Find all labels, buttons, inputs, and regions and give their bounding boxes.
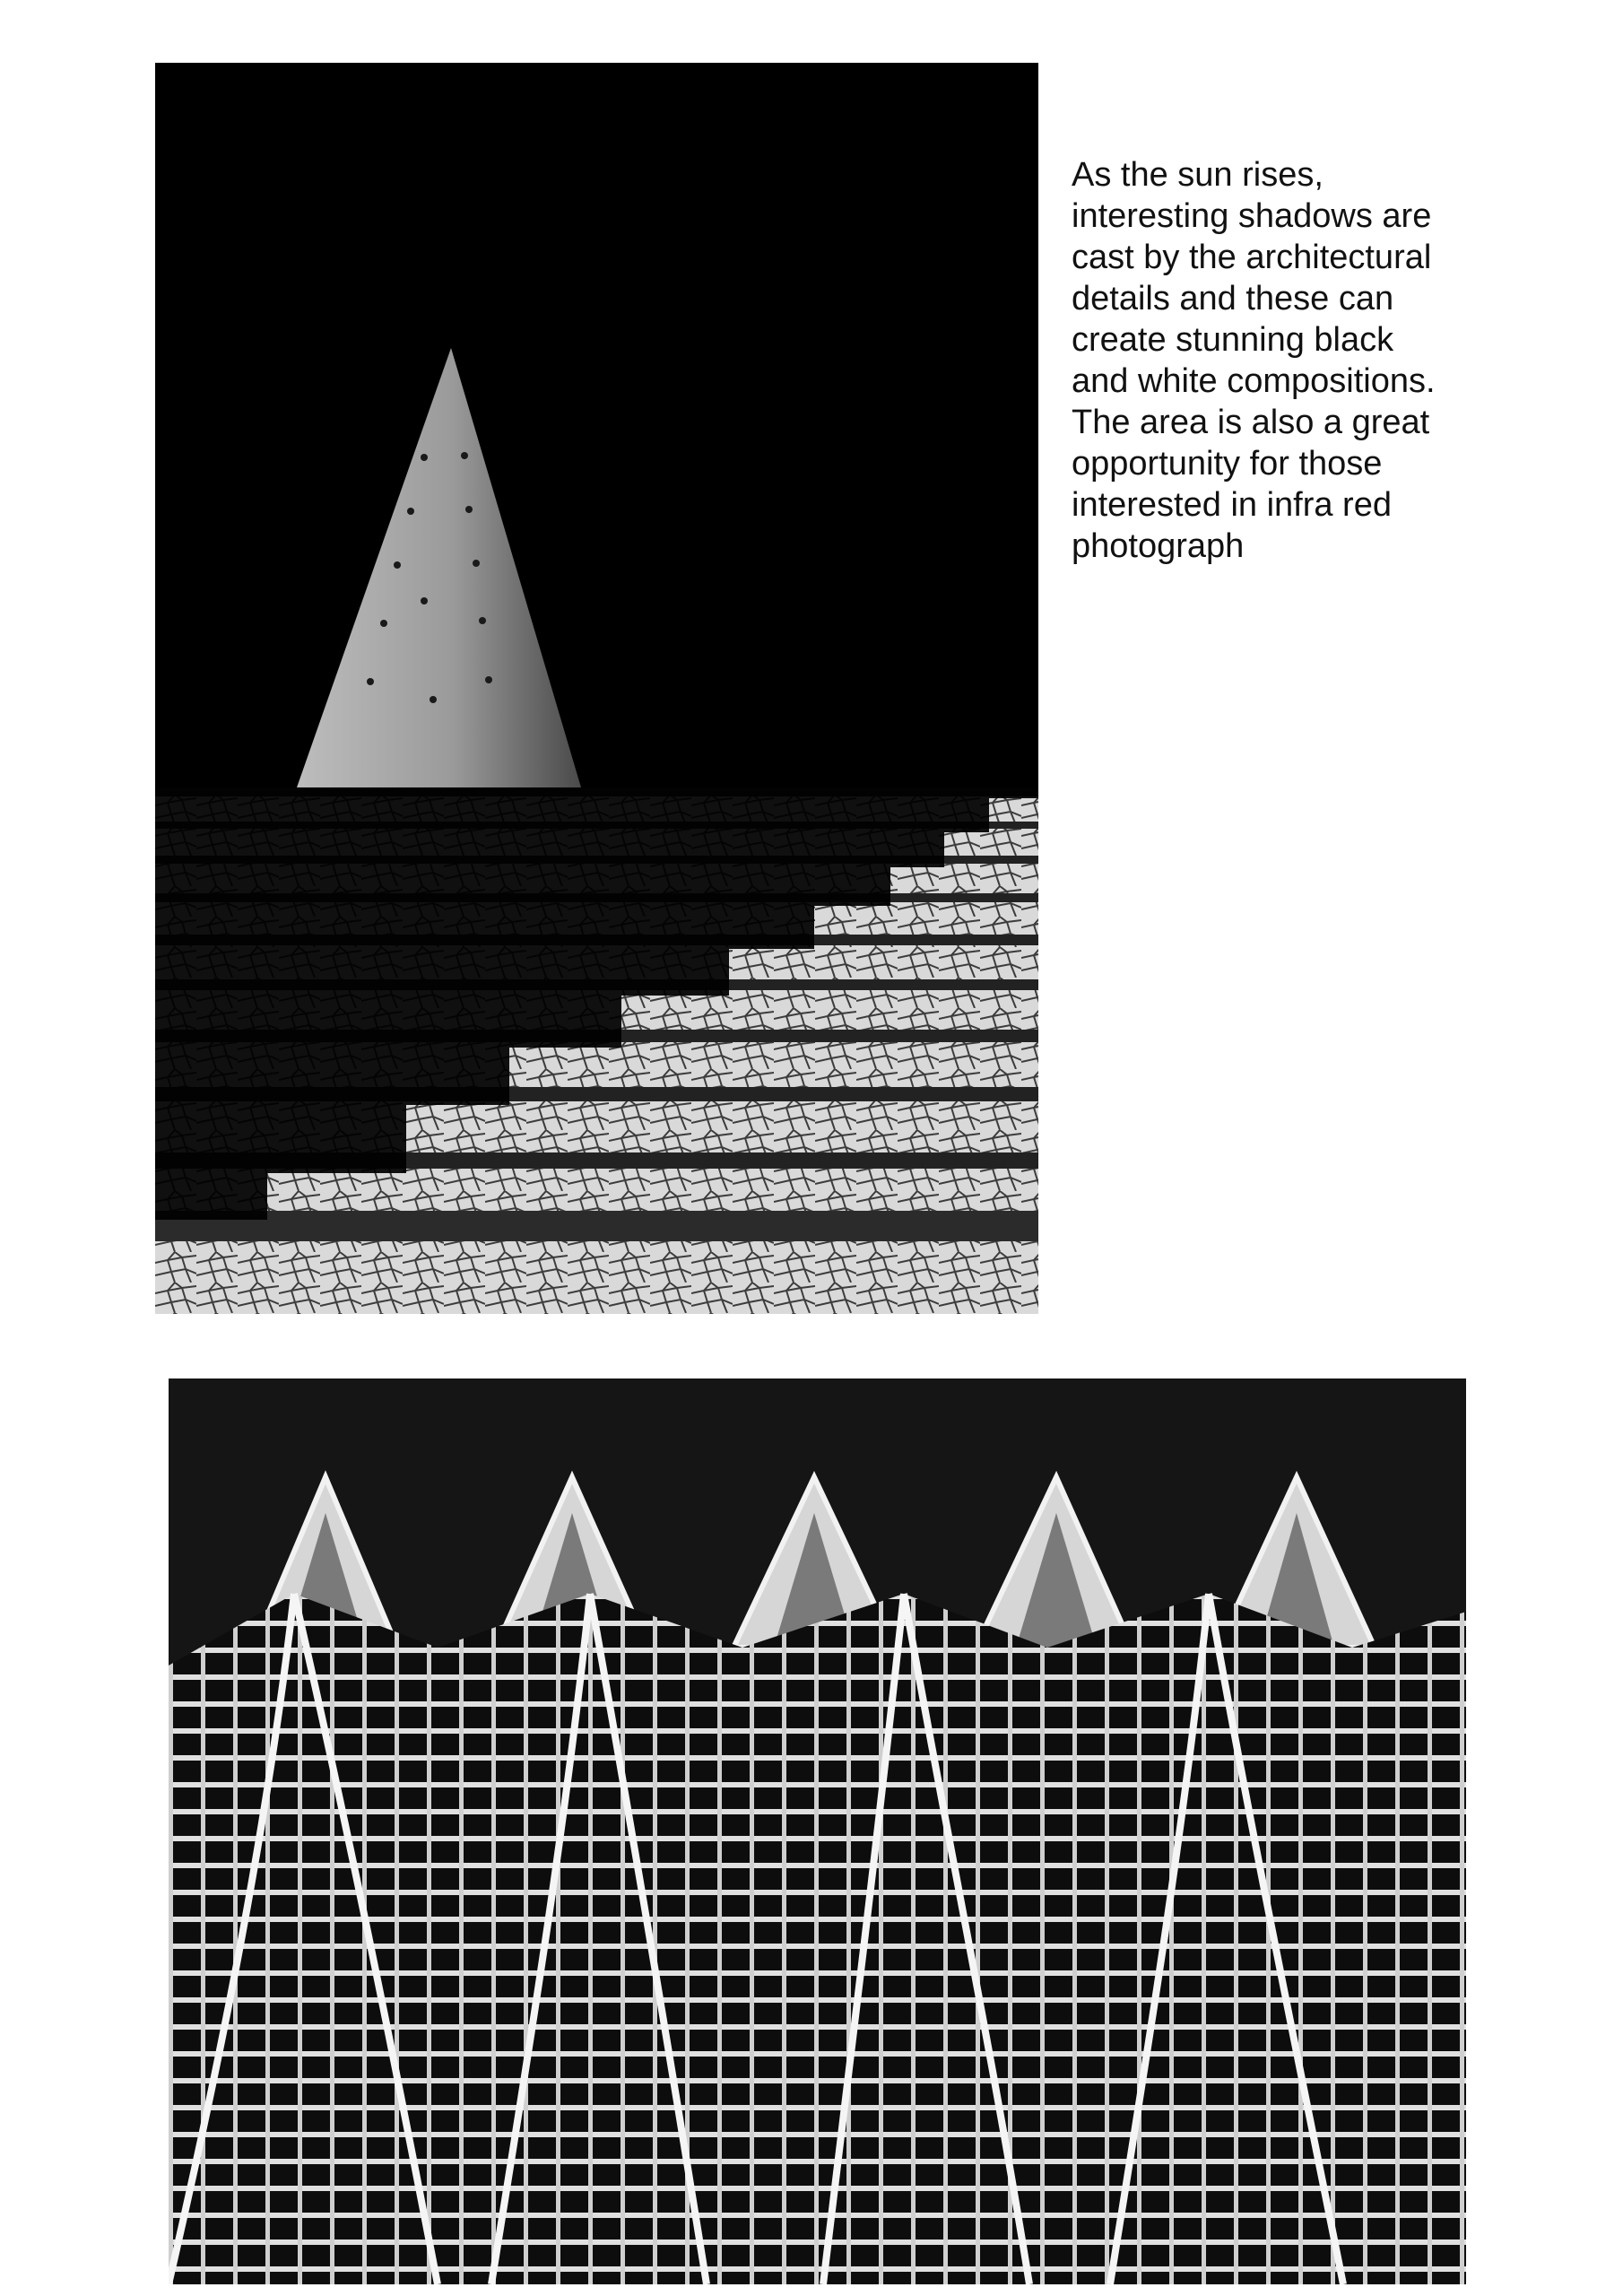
ribbed-roof-image	[169, 1378, 1466, 2284]
caption-line: interesting shadows are	[1072, 197, 1432, 235]
caption-line: cast by the architectural	[1072, 239, 1432, 276]
caption-line: opportunity for those	[1072, 445, 1383, 483]
caption-line: photograph	[1072, 527, 1245, 565]
photo-cone-on-steps	[155, 63, 1038, 1314]
caption-line: The area is also a great	[1072, 404, 1430, 441]
cone-steps-image	[155, 63, 1038, 1314]
caption-line: and white compositions.	[1072, 362, 1436, 400]
photo-ribbed-roof	[169, 1378, 1466, 2284]
caption-line: details and these can	[1072, 280, 1394, 317]
caption-line: As the sun rises,	[1072, 156, 1324, 194]
caption-line: create stunning black	[1072, 321, 1394, 359]
caption-line: interested in infra red	[1072, 486, 1392, 524]
caption-paragraph	[1072, 154, 1538, 567]
